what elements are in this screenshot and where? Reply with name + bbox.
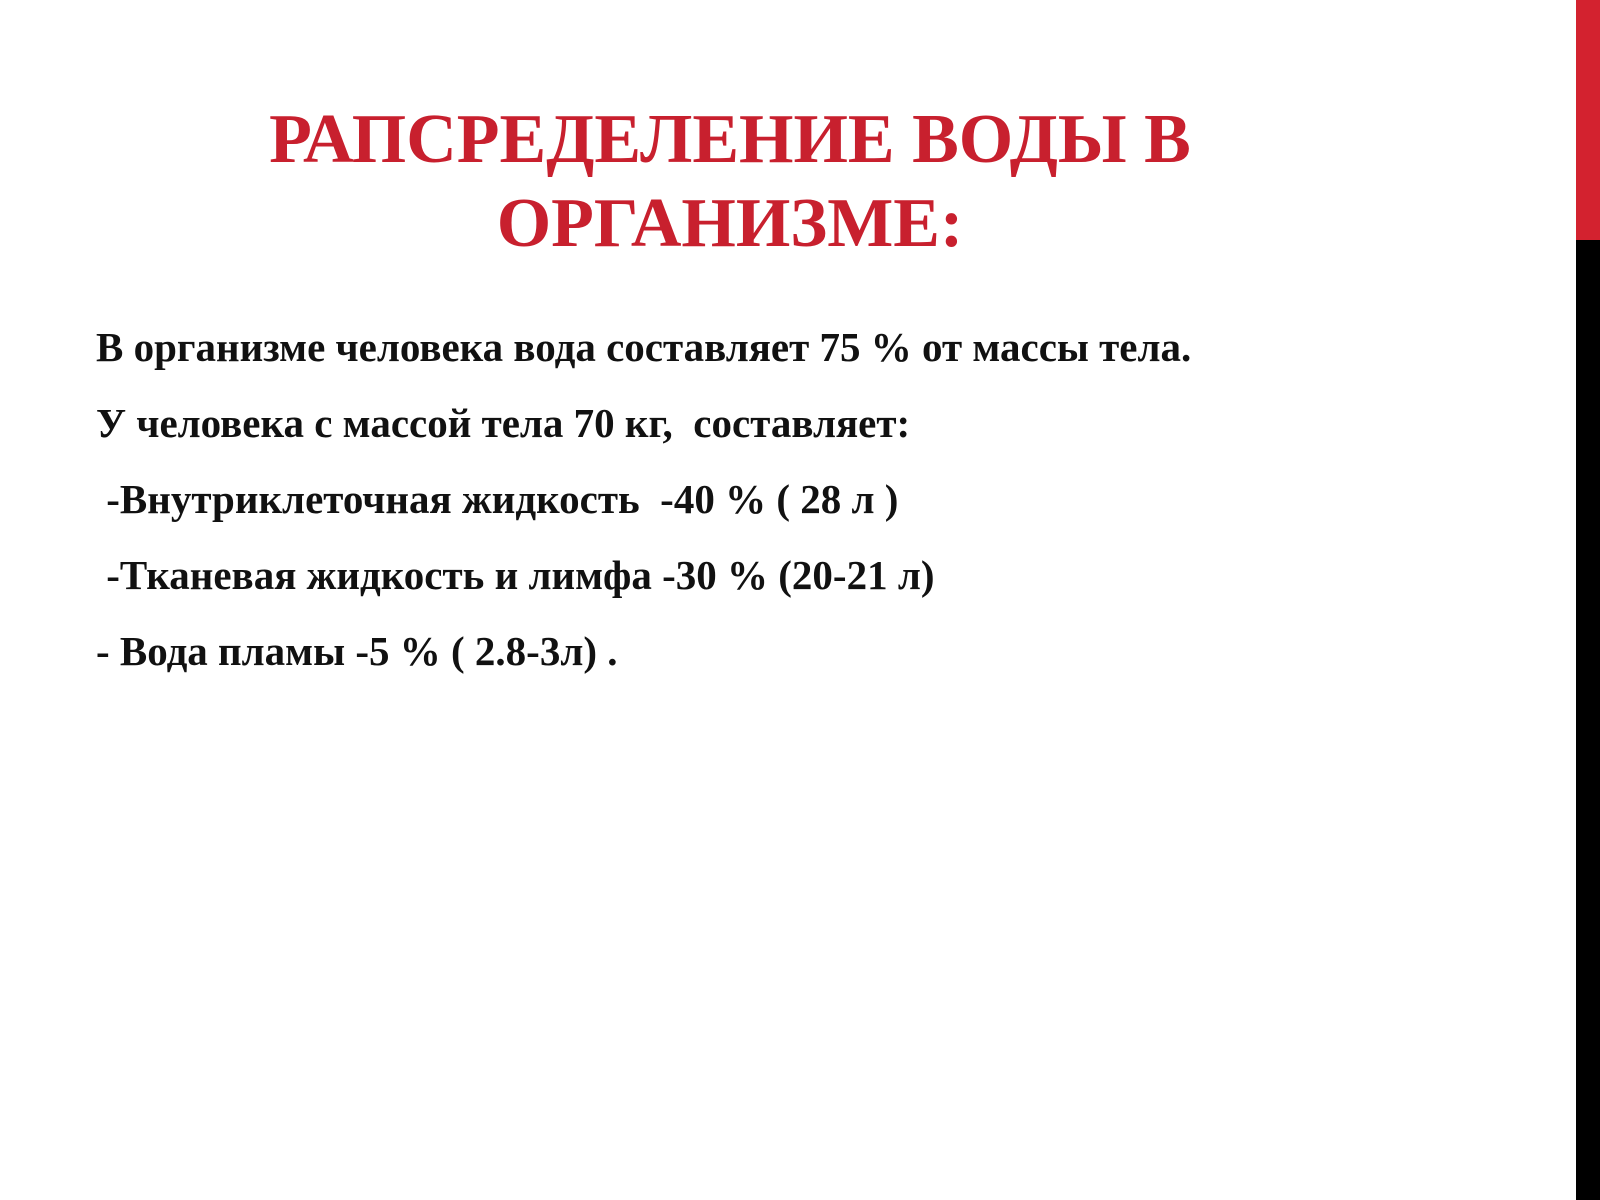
body-line-tissue-lymph: -Тканевая жидкость и лимфа -30 % (20-21 л) (96, 552, 935, 598)
slide-title-line-2: ОРГАНИЗМЕ: (496, 185, 964, 262)
slide-title-line-1: РАПСРЕДЕЛЕНИЕ ВОДЫ В (269, 101, 1191, 178)
side-accent-bar (1576, 0, 1600, 240)
body-line-water-share: В организме человека вода составляет 75 % от массы тела. (96, 324, 1192, 370)
slide-title (190, 98, 1270, 266)
body-line-intracellular: -Внутриклеточная жидкость -40 % ( 28 л ) (96, 476, 899, 522)
body-line-70kg: У человека с массой тела 70 кг, составляет: (96, 400, 911, 446)
side-decoration-bar (1576, 0, 1600, 1200)
body-line-plasma: - Вода пламы -5 % ( 2.8-3л) . (96, 628, 618, 674)
slide-body (96, 318, 1496, 698)
